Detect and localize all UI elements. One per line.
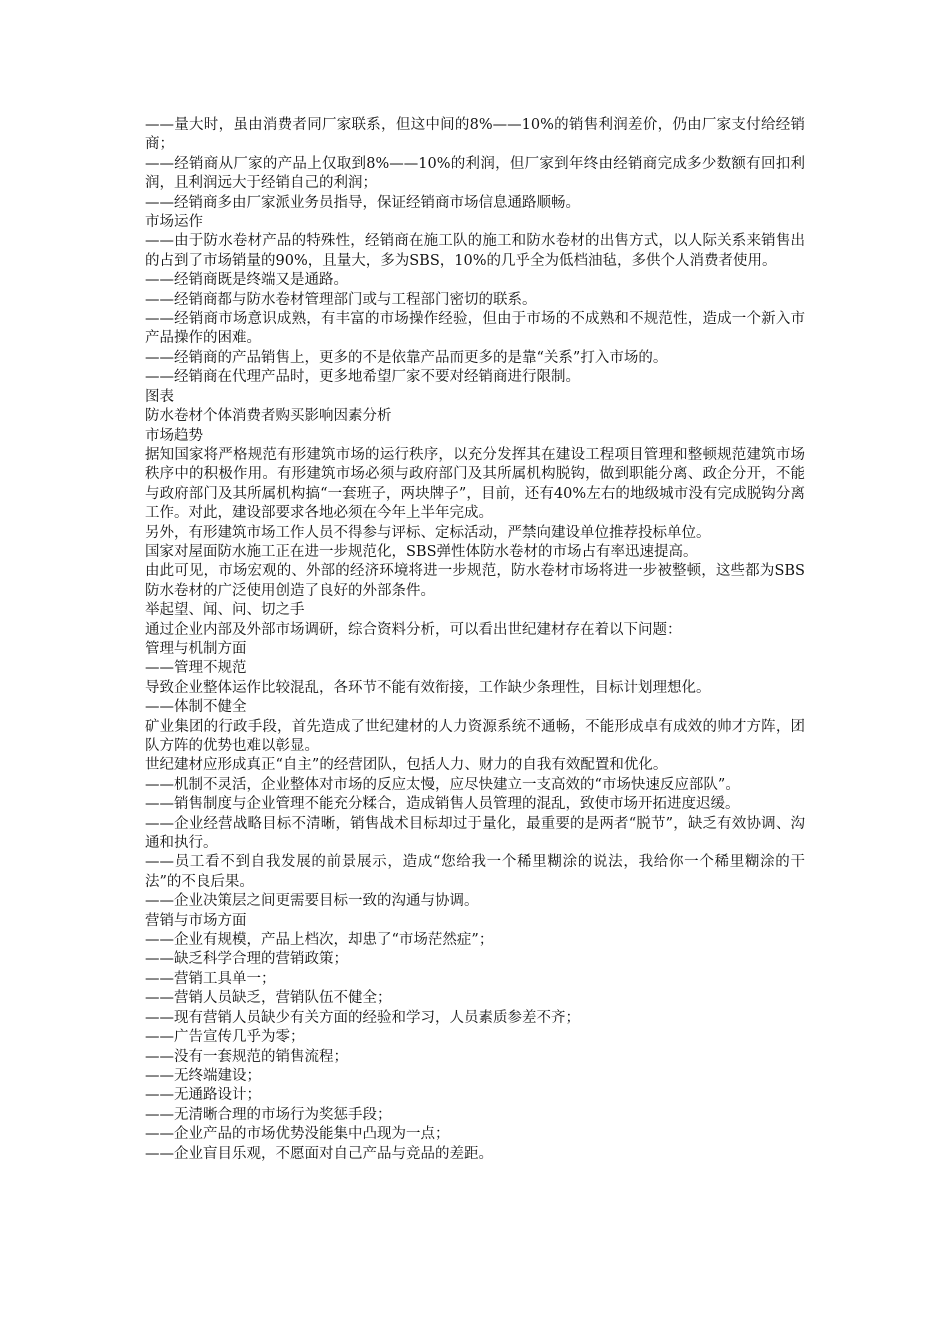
paragraph: ——量大时，虽由消费者同厂家联系，但这中间的8%——10%的销售利润差价，仍由厂家支付给经销商； [145, 117, 805, 153]
list-item: ——营销人员缺乏，营销队伍不健全； [145, 990, 392, 1007]
list-item: ——无清晰合理的市场行为奖惩手段； [145, 1106, 392, 1123]
section-heading: 市场趋势 [145, 427, 203, 444]
list-item: ——营销工具单一； [145, 970, 276, 987]
list-item: ——没有一套规范的销售流程； [145, 1048, 348, 1065]
section-heading: 防水卷材个体消费者购买影响因素分析 [145, 408, 392, 425]
section-heading: 市场运作 [145, 214, 203, 231]
list-item: ——无通路设计； [145, 1087, 261, 1104]
list-item: ——广告宣传几乎为零； [145, 1029, 305, 1046]
paragraph: ——经销商都与防水卷材管理部门或与工程部门密切的联系。 [145, 291, 537, 308]
list-item: ——缺乏科学合理的营销政策； [145, 951, 348, 968]
section-heading: 图表 [145, 388, 174, 405]
paragraph: 矿业集团的行政手段，首先造成了世纪建材的人力资源系统不通畅，不能形成卓有成效的帅才方阵，团队方阵的优势也难以彰显。 [145, 718, 805, 754]
paragraph: ——机制不灵活，企业整体对市场的反应太慢，应尽快建立一支高效的“市场快速反应部队”。 [145, 776, 740, 793]
paragraph: ——管理不规范 [145, 660, 247, 677]
list-item: ——企业产品的市场优势没能集中凸现为一点； [145, 1126, 450, 1143]
paragraph: ——经销商的产品销售上，更多的不是依靠产品而更多的是靠“关系”打入市场的。 [145, 349, 668, 366]
list-item: ——企业有规模，产品上档次，却患了“市场茫然症”； [145, 932, 494, 949]
paragraph: ——经销商从厂家的产品上仅取到8%——10%的利润，但厂家到年终由经销商完成多少数额有回扣利润，且利润远大于经销自己的利润； [145, 155, 805, 192]
document-body [145, 116, 805, 1164]
paragraph: ——销售制度与企业管理不能充分糅合，造成销售人员管理的混乱，致使市场开拓进度迟缓。 [145, 796, 740, 813]
paragraph: 导致企业整体运作比较混乱，各环节不能有效衔接，工作缺少条理性，目标计划理想化。 [145, 679, 711, 696]
paragraph: 由此可见，市场宏观的、外部的经济环境将进一步规范，防水卷材市场将进一步被整顿，这些都为SBS防水卷材的广泛使用创造了良好的外部条件。 [145, 563, 805, 599]
paragraph: ——由于防水卷材产品的特殊性，经销商在施工队的施工和防水卷材的出售方式，以人际关系来销售出的占到了市场销量的90%，且量大，多为SBS，10%的几乎全为低档油毡，多供个人消费者使用。 [145, 233, 805, 269]
section-heading: 营销与市场方面 [145, 912, 247, 929]
paragraph: ——经销商在代理产品时，更多地希望厂家不要对经销商进行限制。 [145, 369, 580, 386]
paragraph: ——体制不健全 [145, 699, 247, 716]
list-item: ——企业盲目乐观，不愿面对自己产品与竞品的差距。 [145, 1145, 493, 1162]
section-heading: 举起望、闻、问、切之手 [145, 602, 305, 619]
list-item: ——无终端建设； [145, 1067, 261, 1084]
section-heading: 管理与机制方面 [145, 640, 247, 657]
paragraph: ——企业决策层之间更需要目标一致的沟通与协调。 [145, 893, 479, 910]
paragraph: ——经销商多由厂家派业务员指导，保证经销商市场信息通路顺畅。 [145, 194, 580, 211]
paragraph: ——员工看不到自我发展的前景展示，造成“您给我一个稀里糊涂的说法，我给你一个稀里糊涂的干法”的不良后果。 [145, 854, 805, 890]
paragraph: 世纪建材应形成真正“自主”的经营团队，包括人力、财力的自我有效配置和优化。 [145, 757, 668, 774]
paragraph: 据知国家将严格规范有形建筑市场的运行秩序，以充分发挥其在建设工程项目管理和整顿规范建筑市场秩序中的积极作用。有形建筑市场必须与政府部门及其所属机构脱钩，做到职能分离、政企分开，不能与政府部门及其所属机构搞“一套班子，两块牌子”，目前，还有40%左右的地级城市没有完成脱钩分离工作。对此，建设部要求各地必须在今年上半年完成。 [145, 446, 805, 522]
list-item: ——现有营销人员缺少有关方面的经验和学习，人员素质参差不齐； [145, 1009, 580, 1026]
paragraph: 通过企业内部及外部市场调研，综合资料分析，可以看出世纪建材存在着以下问题： [145, 621, 682, 638]
paragraph: ——经销商既是终端又是通路。 [145, 272, 348, 289]
paragraph: 国家对屋面防水施工正在进一步规范化，SBS弹性体防水卷材的市场占有率迅速提高。 [145, 543, 698, 560]
paragraph: ——经销商市场意识成熟，有丰富的市场操作经验，但由于市场的不成熟和不规范性，造成一个新入市产品操作的困难。 [145, 311, 805, 347]
paragraph: 另外，有形建筑市场工作人员不得参与评标、定标活动，严禁向建设单位推荐投标单位。 [145, 524, 711, 541]
paragraph: ——企业经营战略目标不清晰，销售战术目标却过于量化，最重要的是两者“脱节”，缺乏有效协调、沟通和执行。 [145, 815, 805, 852]
